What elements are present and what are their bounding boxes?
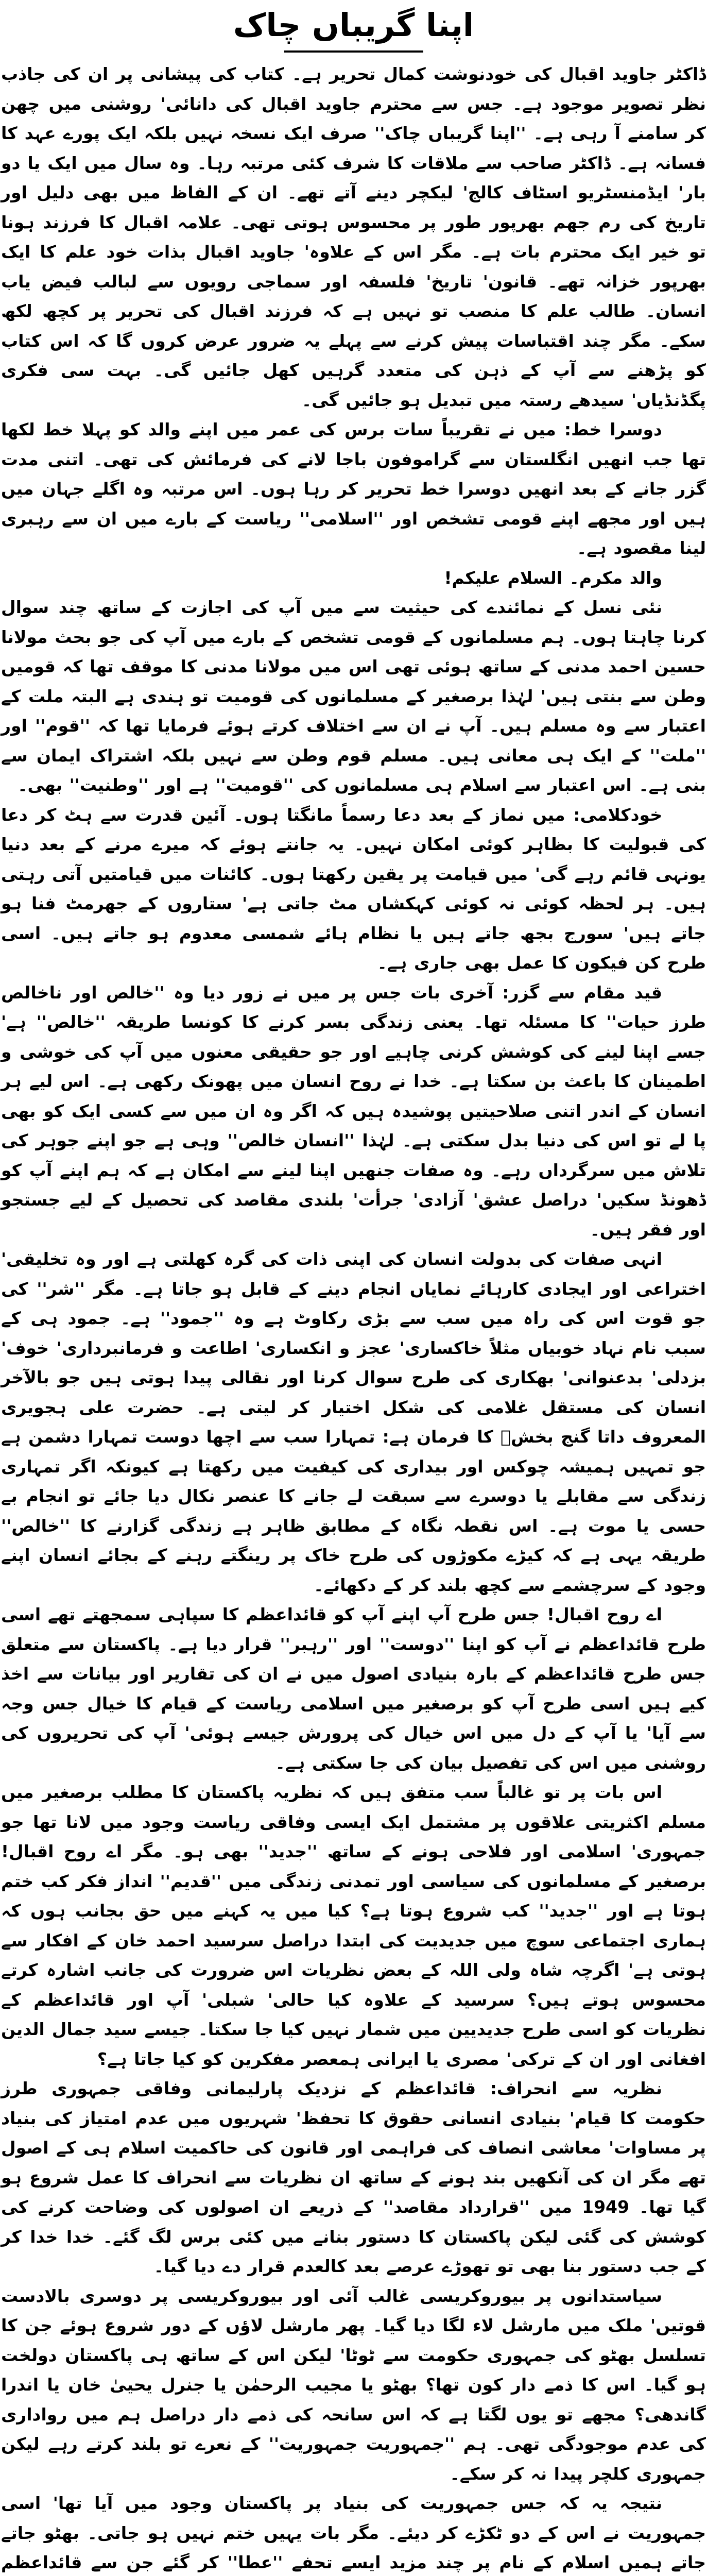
paragraph-text: نتیجہ یہ کہ جس جمہوریت کی بنیاد پر پاکستان وجود میں آیا تھا' اسی جمہوریت نے اس کے دو ٹکڑے کر دیئے۔ مگر بات یہیں ختم نہیں ہو جاتی۔ بھٹو جاتے جاتے ہمیں اسلام کے نام پر چند مزید ایسے تحفے ''عطا'' کر گئے جن سے قائداعظم <box>1 2493 706 2572</box>
section-lead: قید مقام سے گزر: <box>502 982 662 1003</box>
paragraph-text: سیاستدانوں پر بیوروکریسی غالب آئی اور بیوروکریسی پر دوسری بالادست قوتیں' ملک میں مارشل لاء لگا دیا گیا۔ پھر مارشل لاؤں کے دور شروع ہوئے جن کا تسلسل بھٹو کی جمہوری حکومت سے ٹوٹا' لیکن اس کے ساتھ ہی پاکستان دولخت ہو گیا۔ اس کا ذمے دار کون تھا؟ بھٹو یا مجیب الرحمٰن یا جنرل یحییٰ خان یا اندرا گاندھی؟ مجھے تو یوں لگتا ہے کہ اس سانحہ کی ذمے دار دراصل ہم میں رواداری کی عدم موجودگی تھی۔ ہم ''جمہوریت جمہوریت'' کے نعرے تو بلند کرتے رہے لیکن جمہوری کلچر پیدا نہ کر سکے۔ <box>1 2285 706 2484</box>
paragraph-text: آخری بات جس پر میں نے زور دیا وہ ''خالص اور ناخالص طرز حیات'' کا مسئلہ تھا۔ یعنی زندگی بسر کرنے کا کونسا طریقہ ''خالص'' ہے' جسے اپنا لینے کی کوشش کرنی چاہیے اور جو حقیقی معنوں میں آپ کی خوشی و اطمینان کا باعث بن سکتا ہے۔ خدا نے روح انسان میں پھونک رکھی ہے۔ اس لیے ہر انسان کے اندر اتنی صلاحیتیں پوشیدہ ہیں کہ اگر وہ ان میں سے کسی ایک کو بھی پا لے تو اس کی دنیا بدل سکتی ہے۔ لہٰذا ''انسان خالص'' وہی ہے جو اپنے جوہر کی تلاش میں سرگرداں رہے۔ وہ صفات جنھیں اپنا لینے سے امکان ہے کہ ہم اپنے آپ کو ڈھونڈ سکیں' دراصل عشق' آزادی' جرأت' بلندی مقاصد کی تحصیل کے لیے جستجو اور فقر ہیں۔ <box>1 982 706 1240</box>
article-body <box>1 59 706 2576</box>
section-lead: دوسرا خط: <box>564 419 662 439</box>
paragraph-text: انہی صفات کی بدولت انسان کی اپنی ذات کی گرہ کھلتی ہے اور وہ تخلیقی' اختراعی اور ایجادی کارہائے نمایاں انجام دینے کے قابل ہو جاتا ہے۔ مگر ''شر'' کی جو قوت اس کی راہ میں سب سے بڑی رکاوٹ ہے وہ ''جمود'' ہے۔ جمود ہی کے سبب نام نہاد خوبیاں مثلاً خاکساری' عجز و انکساری' اطاعت و فرمانبرداری' خوف' بزدلی' بدعنوانی' بھکاری کی طرح سوال کرنا اور نقالی پیدا ہوتی ہیں جو بالآخر انسان کی مستقل غلامی کی شکل اختیار کر لیتی ہے۔ حضرت علی ہجویری المعروف داتا گنج بخشؒ کا فرمان ہے: تمہارا سب سے اچھا دوست تمہارا دشمن ہے جو تمہیں ہمیشہ چوکس اور بیداری کی کیفیت میں رکھتا ہے کیونکہ اگر تمہاری زندگی سے مقابلے یا دوسرے سے سبقت لے جانے کا عنصر نکال دیا جائے تو انجام بے حسی یا موت ہے۔ اس نقطہ نگاہ کے مطابق ظاہر ہے زندگی گزارنے کا ''خالص'' طریقہ یہی ہے کہ کیڑے مکوڑوں کی طرح خاک پر رینگتے رہنے کے بجائے انسان اپنے وجود کے سرچشمے سے کچھ بلند کر کے دکھائے۔ <box>1 1249 706 1595</box>
paragraph-beyond-place <box>1 978 706 1245</box>
paragraph-deviation <box>1 2074 706 2281</box>
paragraph-soliloquy <box>1 800 706 978</box>
paragraph-qualities <box>1 1244 706 1600</box>
article-header <box>1 0 706 59</box>
paragraph-second-letter <box>1 415 706 563</box>
paragraph-text: اس بات پر تو غالباً سب متفق ہیں کہ نظریہ پاکستان کا مطلب برصغیر میں مسلم اکثریتی علاقوں پر مشتمل ایک ایسی وفاقی ریاست وجود میں لانا تھا جو جمہوری' اسلامی اور فلاحی ہونے کے ساتھ ''جدید'' بھی ہو۔ مگر اے روح اقبال! برصغیر کے مسلمانوں کی سیاسی اور تمدنی زندگی میں ''قدیم'' انداز فکر کب ختم ہوتا ہے اور ''جدید'' کب شروع ہوتا ہے؟ کیا میں یہ کہنے میں حق بجانب ہوں کہ ہماری اجتماعی سوچ میں جدیدیت کی ابتدا دراصل سرسید احمد خان کے افکار سے ہوتی ہے' اگرچہ شاہ ولی اللہ کے بعض نظریات اس ضرورت کی جانب اشارہ کرتے محسوس ہوتے ہیں؟ سرسید کے علاوہ کیا حالی' شبلی' آپ اور قائداعظم کے نظریات کو اسی طرح جدیدیین میں شمار نہیں کیا جا سکتا۔ جیسے سید جمال الدین افغانی اور ان کے ترکی' مصری یا ایرانی ہمعصر مفکرین کو کیا جاتا ہے؟ <box>1 1782 706 2069</box>
paragraph-intro <box>1 59 706 415</box>
section-lead: نظریہ سے انحراف: <box>490 2078 662 2098</box>
article-title: اپنا گریباں چاک <box>233 6 474 44</box>
paragraph-martial-law <box>1 2281 706 2489</box>
paragraph-spirit-of-iqbal <box>1 1600 706 1777</box>
paragraph-salutation <box>1 563 706 593</box>
paragraph-consequence <box>1 2488 706 2576</box>
title-underline <box>284 50 423 53</box>
paragraph-text: ڈاکٹر جاوید اقبال کی خودنوشت کمال تحریر ہے۔ کتاب کی پیشانی پر ان کی جاذب نظر تصویر موجود ہے۔ جس سے محترم جاوید اقبال کی دانائی' روشنی میں چھن کر سامنے آ رہی ہے۔ ''اپنا گریباں چاک'' صرف ایک نسخہ نہیں بلکہ ایک پورے عہد کا فسانہ ہے۔ ڈاکٹر صاحب سے ملاقات کا شرف کئی مرتبہ رہا۔ وہ سال میں ایک یا دو بار' ایڈمنسٹریو اسٹاف کالج' لیکچر دینے آتے تھے۔ ان کے الفاظ میں بھی دلیل اور تاریخ کی رم جھم بھرپور طور پر محسوس ہوتی تھی۔ علامہ اقبال کا فرزند ہونا تو خیر ایک محترم بات ہے۔ مگر اس کے علاوہ' جاوید اقبال بذات خود علم کا ایک بھرپور خزانہ تھے۔ قانون' تاریخ' فلسفہ اور سماجی رویوں سے لبالب فیض یاب انسان۔ طالب علم کا منصب تو نہیں ہے کہ فرزند اقبال کی تحریر پر کچھ لکھ سکے۔ مگر چند اقتباسات پیش کرنے سے پہلے یہ ضرور عرض کروں گا کہ اس کتاب کو پڑھنے سے آپ کے ذہن کی متعدد گرہیں کھل جائیں گی۔ بہت سی فکری پگڈنڈیاں' سیدھے رستہ میں تبدیل ہو جائیں گی۔ <box>1 64 706 410</box>
paragraph-text: والد مکرم۔ السلام علیکم! <box>444 567 662 588</box>
paragraph-text: اے روح اقبال! جس طرح آپ اپنے آپ کو قائداعظم کا سپاہی سمجھتے تھے اسی طرح قائداعظم نے آپ کو اپنا ''دوست'' اور ''رہبر'' قرار دیا ہے۔ پاکستان سے متعلق جس طرح قائداعظم کے بارہ بنیادی اصول میں نے ان کی تقاریر اور بیانات سے اخذ کیے ہیں اسی طرح آپ کو برصغیر میں اسلامی ریاست کے قیام کا خیال جس وجہ سے آیا' یا آپ کے دل میں اس خیال کی پرورش جیسے ہوئی' آپ کی تحریروں کی روشنی میں اس کی تفصیل بیان کی جا سکتی ہے۔ <box>1 1604 706 1773</box>
paragraph-text: میں نے تقریباً سات برس کی عمر میں اپنے والد کو پہلا خط لکھا تھا جب انھیں انگلستان سے گراموفون باجا لانے کی فرمائش کی تھی۔ اتنی مدت گزر جانے کے بعد انھیں دوسرا خط تحریر کر رہا ہوں۔ اس مرتبہ وہ اگلے جہان میں ہیں اور مجھے اپنے قومی تشخص اور ''اسلامی'' ریاست کے بارے میں ان سے رہبری لینا مقصود ہے۔ <box>1 419 706 558</box>
paragraph-modernity <box>1 1777 706 2074</box>
paragraph-national-identity <box>1 592 706 800</box>
paragraph-text: میں نماز کے بعد دعا رسماً مانگتا ہوں۔ آئین قدرت سے ہٹ کر دعا کی قبولیت کا بظاہر کوئی امکان نہیں۔ یہ جانتے ہوئے کہ میرے مرنے کے بعد دنیا یونہی قائم رہے گی' میں قیامت پر یقین رکھتا ہوں۔ کائنات میں قیامتیں آتی رہتی ہیں۔ ہر لحظہ کوئی نہ کوئی کہکشاں مٹ جاتی ہے' ستاروں کے جھرمٹ فنا ہو جاتے ہیں' سورج بجھ جاتے ہیں یا نظام ہائے شمسی معدوم ہو جاتے ہیں۔ اسی طرح کن فیکون کا عمل بھی جاری ہے۔ <box>1 804 706 973</box>
paragraph-text: قائداعظم کے نزدیک پارلیمانی وفاقی جمہوری طرز حکومت کا قیام' بنیادی انسانی حقوق کا تحفظ' شہریوں میں عدم امتیاز کی بنیاد پر مساوات' معاشی انصاف کی فراہمی اور قانون کی حاکمیت اسلام ہی کے اصول تھے مگر ان کی آنکھیں بند ہونے کے ساتھ ان نظریات سے انحراف کا عمل شروع ہو گیا تھا۔ 1949 میں ''قرارداد مقاصد'' کے ذریعے ان اصولوں کی وضاحت کرنے کی کوشش کی گئی لیکن پاکستان کا دستور بنانے میں کئی برس لگ گئے۔ خدا خدا کر کے جب دستور بنا بھی تو تھوڑے عرصے بعد کالعدم قرار دے دیا گیا۔ <box>1 2078 706 2276</box>
paragraph-text: نئی نسل کے نمائندے کی حیثیت سے میں آپ کی اجازت کے ساتھ چند سوال کرنا چاہتا ہوں۔ ہم مسلمانوں کے قومی تشخص کے بارے میں آپ کی جو بحث مولانا حسین احمد مدنی کے ساتھ ہوئی تھی اس میں مولانا مدنی کا موقف تھا کہ قومیں وطن سے بنتی ہیں' لہٰذا برصغیر کے مسلمانوں کی قومیت تو ہندی ہے البتہ ملت کے اعتبار سے وہ مسلم ہیں۔ آپ نے ان سے اختلاف کرتے ہوئے فرمایا تھا کہ ''قوم'' اور ''ملت'' کے ایک ہی معانی ہیں۔ مسلم قوم وطن سے نہیں بلکہ اشتراک ایمان سے بنی ہے۔ اس اعتبار سے اسلام ہی مسلمانوں کی ''قومیت'' ہے اور ''وطنیت'' بھی۔ <box>1 597 706 795</box>
section-lead: خودکلامی: <box>573 804 662 825</box>
